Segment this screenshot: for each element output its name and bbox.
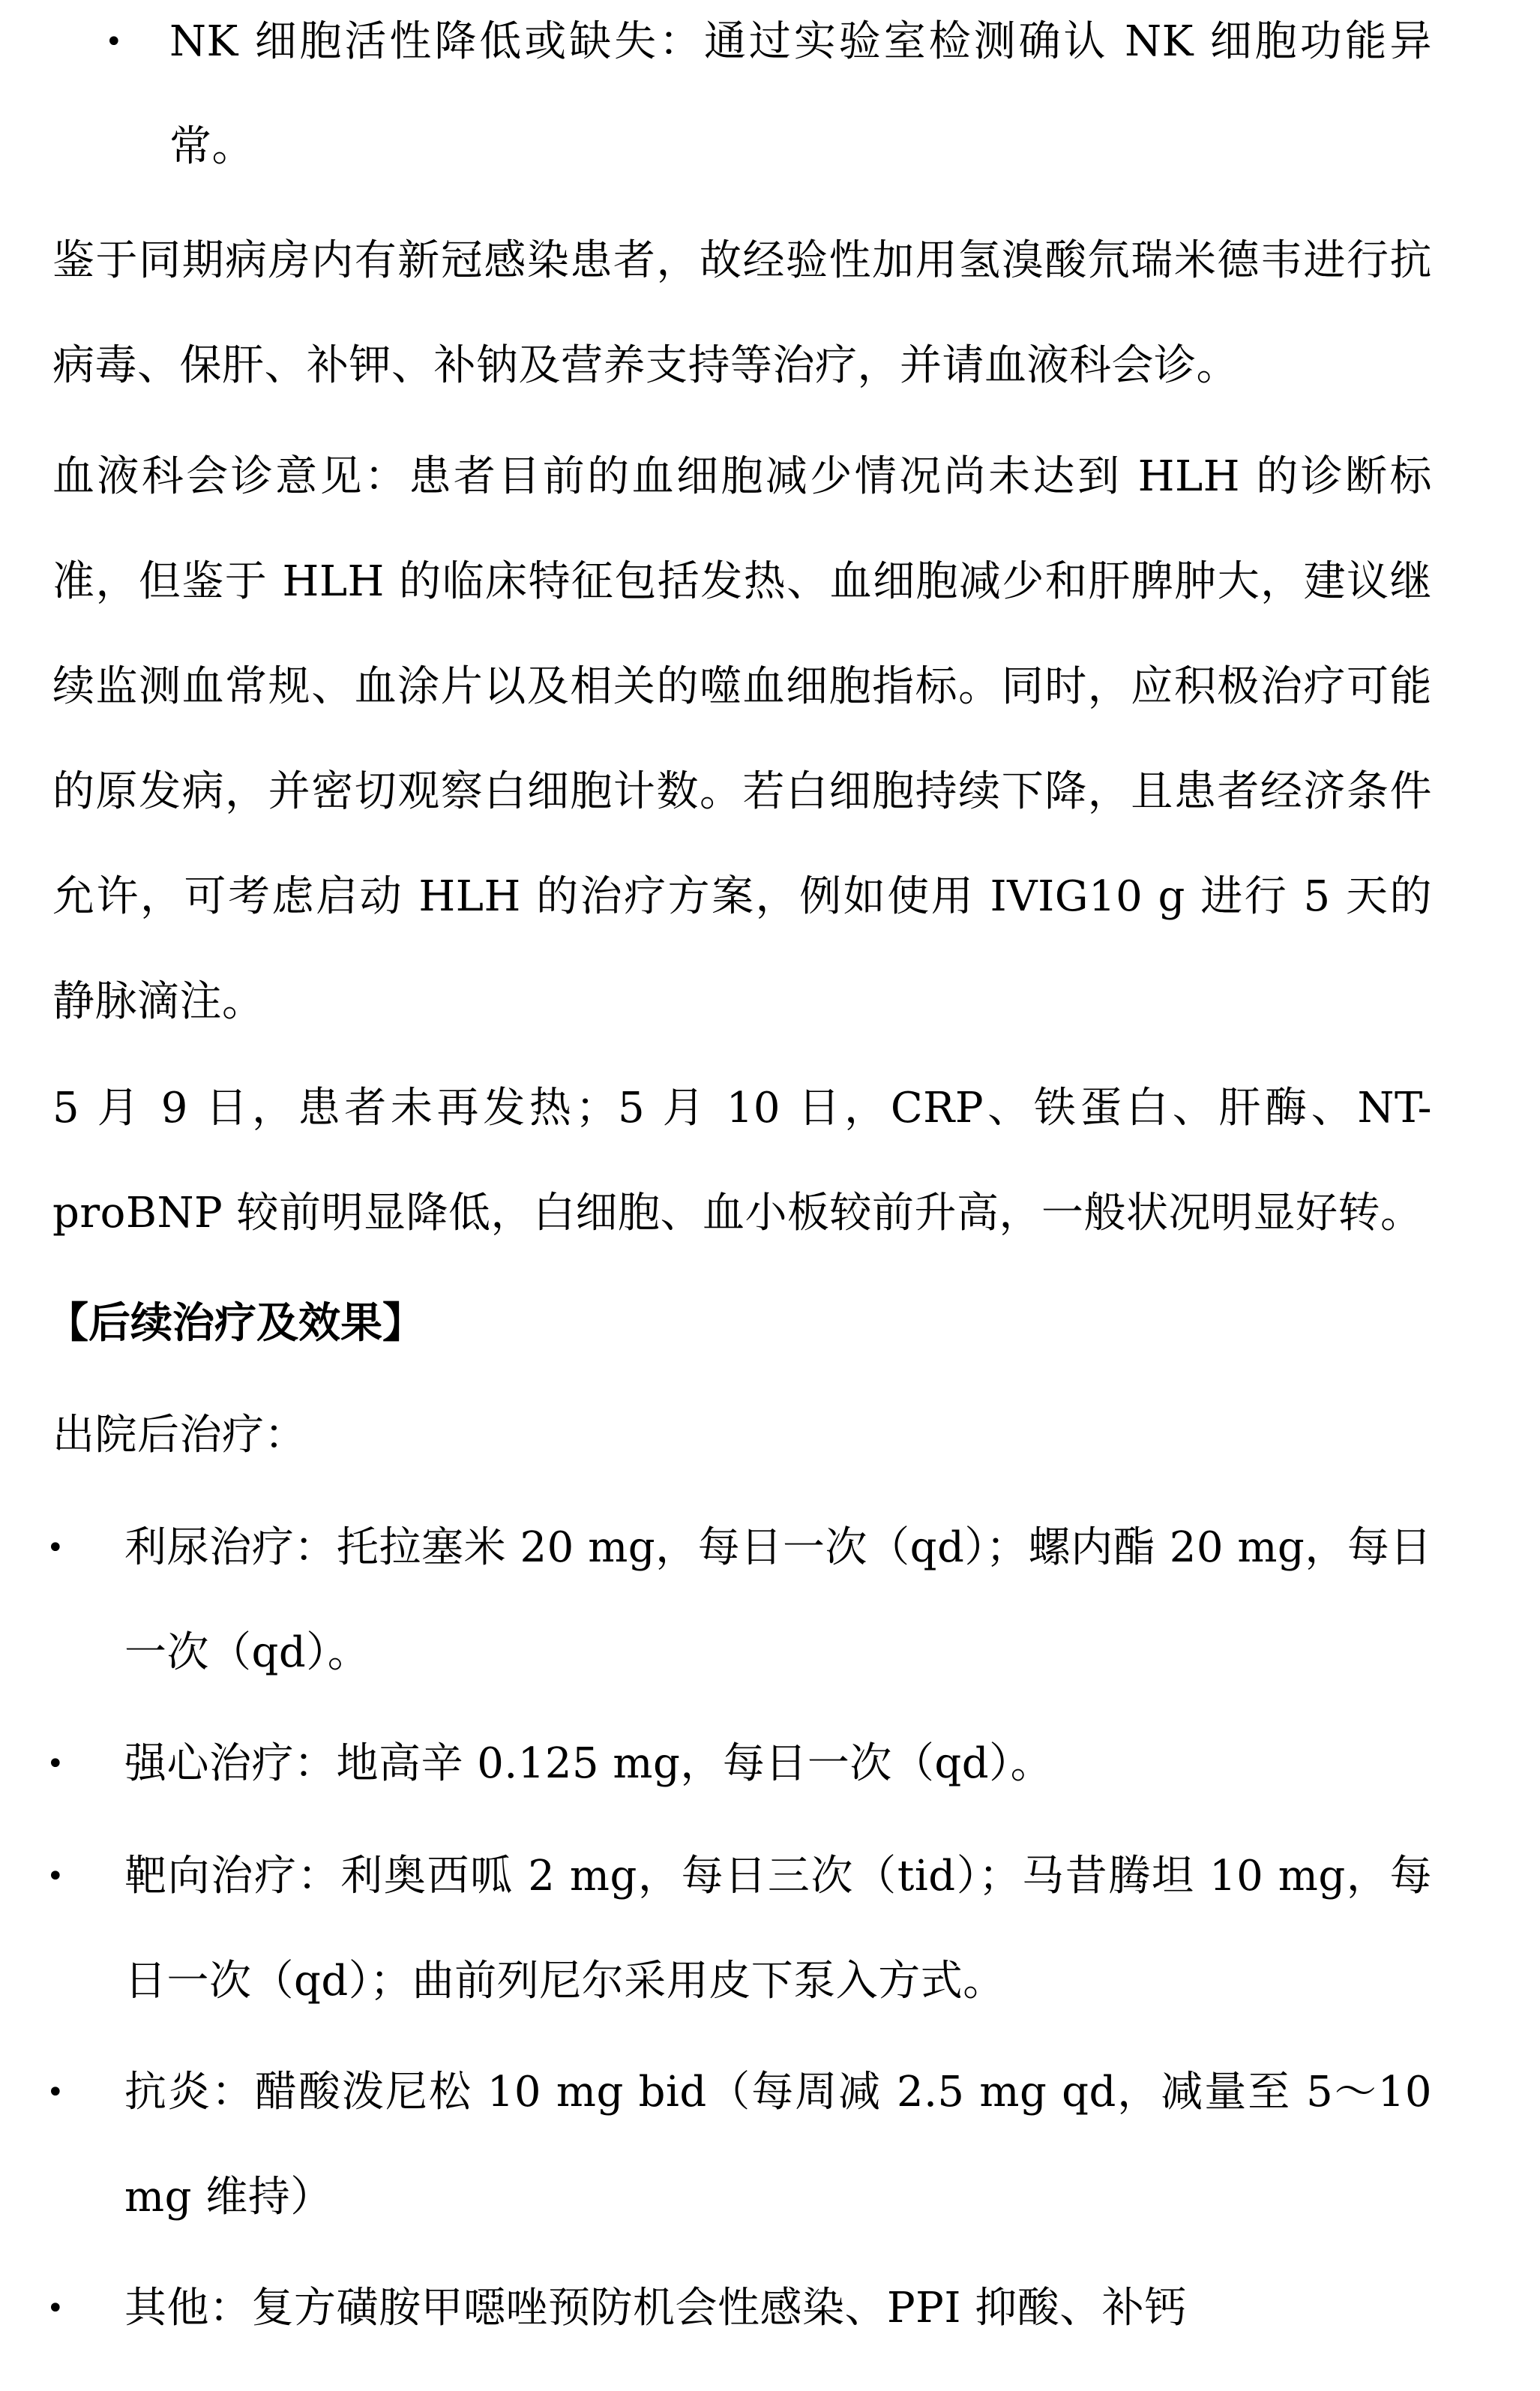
bullet-marker: • [46, 1747, 64, 1781]
paragraph-hematology-consult: 血液科会诊意见：患者目前的血细胞减少情况尚未达到 HLH 的诊断标准，但鉴于 HLH 的临床特征包括发热、血细胞减少和肝脾肿大，建议继续监测血常规、血涂片以及相关的噬血细胞指标。同时，应积极治疗可能的原发病，并密切观察白细胞计数。若白细胞持续下降，且患者经济条件允许，可考虑启动 HLH 的治疗方案，例如使用 IVIG10 g 进行 5 天的静脉滴注。 [52, 452, 1432, 1026]
bullet-marker: • [105, 25, 123, 59]
treatment-cardiotonic: 强心治疗：地高辛 0.125 mg，每日一次（qd）。 [124, 1739, 1053, 1788]
treatment-anti-inflammatory: 抗炎：醋酸泼尼松 10 mg bid（每周减 2.5 mg qd，减量至 5～10 mg 维持） [124, 2068, 1432, 2222]
bullet-marker: • [46, 2075, 64, 2110]
paragraph-followup-labs: 5 月 9 日，患者未再发热；5 月 10 日，CRP、铁蛋白、肝酶、NT-proBNP 较前明显降低，白细胞、血小板较前升高，一般状况明显好转。 [52, 1084, 1432, 1238]
bullet-marker: • [46, 1859, 64, 1894]
paragraph-antiviral: 鉴于同期病房内有新冠感染患者，故经验性加用氢溴酸氘瑞米德韦进行抗病毒、保肝、补钾、补钠及营养支持等治疗，并请血液科会诊。 [52, 236, 1432, 390]
bullet-marker: • [46, 2291, 64, 2326]
treatment-diuretic: 利尿治疗：托拉塞米 20 mg，每日一次（qd）；螺内酯 20 mg，每日一次（qd）。 [124, 1523, 1432, 1677]
treatment-targeted: 靶向治疗：利奥西呱 2 mg，每日三次（tid）；马昔腾坦 10 mg，每日一次（qd）；曲前列尼尔采用皮下泵入方式。 [124, 1852, 1432, 2006]
section-heading: 【后续治疗及效果】 [46, 1298, 424, 1348]
discharge-treatment-label: 出院后治疗： [52, 1411, 307, 1460]
nk-cell-bullet-text: NK 细胞活性降低或缺失：通过实验室检测确认 NK 细胞功能异常。 [169, 17, 1432, 171]
treatment-other: 其他：复方磺胺甲噁唑预防机会性感染、PPI 抑酸、补钙 [124, 2284, 1187, 2332]
bullet-marker: • [46, 1531, 64, 1565]
